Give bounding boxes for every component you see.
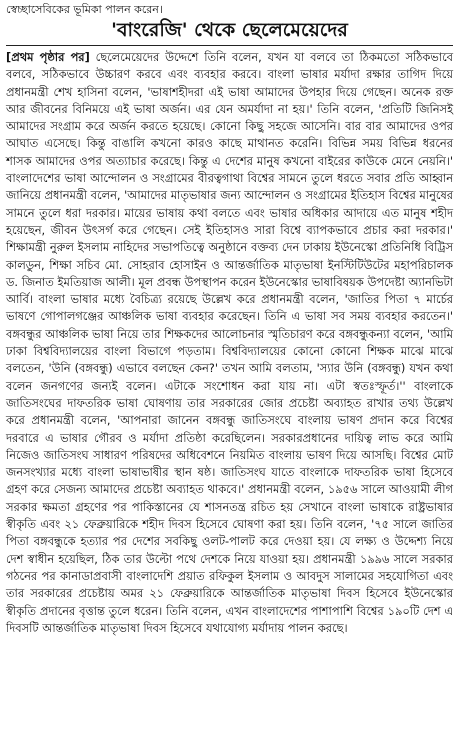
article-text: ছেলেমেয়েদের উদ্দেশে তিনি বলেন, যখন যা বলবে তা ঠিকমতো সঠিকভাবে বলবে, সঠিকভাবে উচ্চারণ করবে এবং ব্যবহার করবে। বাংলা ভাষার মর্যাদা রক্ষার তাগিদ দিয়ে প্রধানমন্ত্রী শেখ হাসিনা বলেন, 'ভাষাশহীদরা এই ভাষা আমাদের উপহার দিয়ে গেছেন। অনেক রক্ত আর জীবনের বিনিময়ে এই ভাষা অর্জন। এর যেন অমর্যাদা না হয়।' তিনি বলেন, 'প্রতিটি জিনিসই আমাদের সংগ্রাম করে অর্জন করতে হয়েছে। কোনো কিছু সহজে আসেনি। বার বার আমাদের ওপর আঘাত এসেছে। কিন্তু বাঙালি কখনো কারও কাছে মাথানত করেনি। বিভিন্ন সময় বিভিন্ন ধরনের শাসক আমাদের ওপর অত্যাচার করেছে। কিন্তু এ দেশের মানুষ কখনো বাইরের কাউকে মেনে নেয়নি।' বাংলাদেশের ভাষা আন্দোলন ও সংগ্রামের বীরত্বগাথা বিশ্বের সামনে তুলে ধরতে সবার প্রতি আহ্বান জানিয়ে প্রধানমন্ত্রী বলেন, 'আমাদের মাতৃভাষার জন্য আন্দোলন ও সংগ্রামের ইতিহাস বিশ্বের মানুষের সামনে তুলে ধরা দরকার। মায়ের ভাষায় কথা বলতে এবং ভাষার অধিকার আদায়ে এত মানুষ শহীদ হয়েছেন, জীবন উৎসর্গ করে গেছেন। সেই ইতিহাসও সারা বিশ্বে ব্যাপকভাবে প্রচার করা দরকার।' শিক্ষামন্ত্রী নুরুল ইসলাম নাহিদের সভাপতিত্বে অনুষ্ঠানে বক্তব্য দেন ঢাকায় ইউনেস্কো প্রতিনিধি বিট্রিস কালডুন, শিক্ষা সচিব মো. সোহরাব হোসাইন ও আন্তর্জাতিক মাতৃভাষা ইনস্টিটিউটের মহাপরিচালক ড. জিনাত ইমতিয়াজ আলী। মূল প্রবন্ধ উপস্থাপন করেন ইউনেস্কোর ভাষাবিষয়ক উপদেষ্টা অ্যানভিটা আর্বি। বাংলা ভাষার মধ্যে বৈচিত্র্য রয়েছে উল্লেখ করে প্রধানমন্ত্রী বলেন, 'জাতির পিতা ৭ মার্চের ভাষণে গোপালগঞ্জের আঞ্চলিক ভাষা ব্যবহার করেছেন। তিনি এ ভাষা সব সময় ব্যবহার করতেন।' বঙ্গবন্ধুর আঞ্চলিক ভাষা নিয়ে তার শিক্ষকদের আলোচনার স্মৃতিচারণ করে বঙ্গবন্ধুকন্যা বলেন, 'আমি ঢাকা বিশ্ববিদ্যালয়ের বাংলা বিভাগে পড়তাম। বিশ্ববিদ্যালয়ের কোনো কোনো শিক্ষক মাঝে মাঝে বলতেন, 'উনি (বঙ্গবন্ধু) এভাবে বলছেন কেন?' তখন আমি বলতাম, 'স্যার উনি (বঙ্গবন্ধু) যখন কথা বলেন জনগণের জন্যই বলেন। এটাকে সংশোধন করা যায় না। এটা স্বতঃস্ফূর্ত।'' বাংলাকে জাতিসংঘের দাফতরিক ভাষা ঘোষণায় তার সরকারের জোর প্রচেষ্টা অব্যাহত রাখার তথ্য উল্লেখ করে প্রধানমন্ত্রী বলেন, 'আপনারা জানেন বঙ্গবন্ধু জাতিসংঘে বাংলায় ভাষণ প্রদান করে বিশ্বের দরবারে এ ভাষার গৌরব ও মর্যাদা প্রতিষ্ঠা করেছিলেন। সরকারপ্রধানের দায়িত্ব লাভ করে আমি নিজেও জাতিসংঘ সাধারণ পরিষদের অধিবেশনে নিয়মিত বাংলায় ভাষণ দিয়ে আসছি। বিশ্বের মোট জনসংখ্যার মধ্যে বাংলা ভাষাভাষীর স্থান ষষ্ঠ। জাতিসংঘ যাতে বাংলাকে দাফতরিক ভাষা হিসেবে গ্রহণ করে সেজন্য আমাদের প্রচেষ্টা অব্যাহত থাকবে।' প্রধানমন্ত্রী বলেন, ১৯৫৬ সালে আওয়ামী লীগ সরকার ক্ষমতা গ্রহণের পর পাকিস্তানের যে শাসনতন্ত্র রচিত হয় সেখানে বাংলা ভাষাকে রাষ্ট্রভাষার স্বীকৃতি এবং ২১ ফেব্রুয়ারিকে শহীদ দিবস হিসেবে ঘোষণা করা হয়। তিনি বলেন, '৭৫ সালে জাতির পিতা বঙ্গবন্ধুকে হত্যার পর দেশের সবকিছু ওলট-পালট করে দেওয়া হয়। যে লক্ষ্য ও উদ্দেশ্য নিয়ে দেশ স্বাধীন হয়েছিল, ঠিক তার উল্টো পথে দেশকে নিয়ে যাওয়া হয়। প্রধানমন্ত্রী ১৯৯৬ সালে সরকার গঠনের পর কানাডাপ্রবাসী বাংলাদেশি প্রয়াত রফিকুল ইসলাম ও আবদুস সালামের সহযোগিতা এবং তার সরকারের প্রচেষ্টায় অমর ২১ ফেব্রুয়ারিকে আন্তর্জাতিক মাতৃভাষা দিবস হিসেবে ইউনেস্কোর স্বীকৃতি প্রদানের বৃত্তান্ত তুলে ধরেন। তিনি বলেন, এখন বাংলাদেশের পাশাপাশি বিশ্বের ১৯০টি দেশ এ দিবসটি আন্তর্জাতিক মাতৃভাষা দিবস হিসেবে যথাযোগ্য মর্যাদায় পালন করছে। <box>6 50 453 635</box>
article-paragraph <box>6 49 453 637</box>
headline-divider <box>6 45 453 46</box>
continuation-kicker: [প্রথম পৃষ্ঠার পর] <box>6 50 90 64</box>
previous-article-tail: স্বেচ্ছাসেবিকের ভূমিকা পালন করেন। <box>6 3 163 16</box>
headline: 'বাংরেজি' থেকে ছেলেমেয়েদের <box>111 19 348 41</box>
article-body <box>6 49 453 637</box>
